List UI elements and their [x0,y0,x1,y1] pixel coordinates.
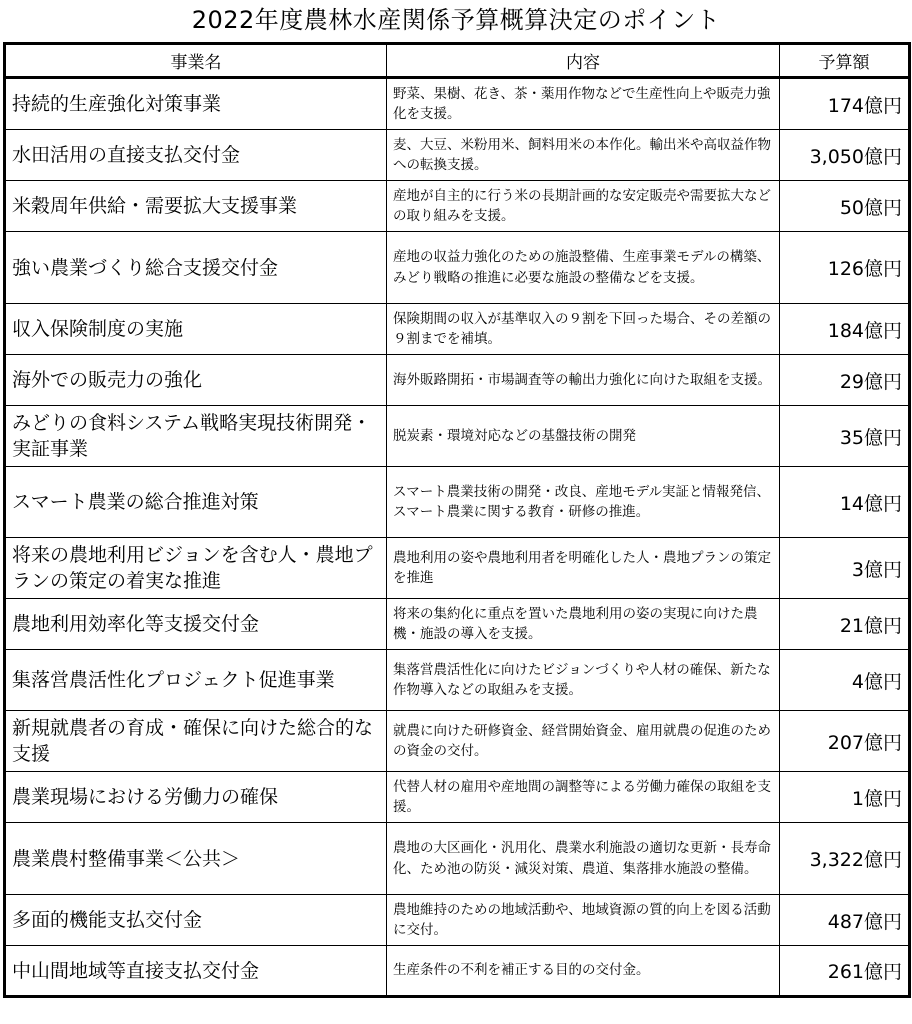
row-amount: 487億円 [780,895,910,946]
row-amount: 4億円 [780,650,910,711]
header-content: 内容 [387,44,780,78]
row-name: 中山間地域等直接支払交付金 [5,946,387,997]
row-name: 多面的機能支払交付金 [5,895,387,946]
row-amount: 3,322億円 [780,823,910,895]
row-name: スマート農業の総合推進対策 [5,467,387,538]
table-row [5,406,910,467]
row-content: 農地維持のための地域活動や、地域資源の質的向上を図る活動に交付。 [387,895,780,946]
row-name: みどりの食料システム戦略実現技術開発・実証事業 [5,406,387,467]
row-amount: 174億円 [780,78,910,130]
row-name: 農業農村整備事業＜公共＞ [5,823,387,895]
row-amount: 207億円 [780,711,910,772]
table-row [5,895,910,946]
table-row [5,467,910,538]
row-name: 米穀周年供給・需要拡大支援事業 [5,181,387,232]
row-name: 収入保険制度の実施 [5,304,387,355]
row-content: 産地が自主的に行う米の長期計画的な安定販売や需要拡大などの取り組みを支援。 [387,181,780,232]
row-name: 新規就農者の育成・確保に向けた総合的な支援 [5,711,387,772]
row-content: 集落営農活性化に向けたビジョンづくりや人材の確保、新たな作物導入などの取組みを支援。 [387,650,780,711]
row-amount: 21億円 [780,599,910,650]
row-content: 農地利用の姿や農地利用者を明確化した人・農地プランの策定を推進 [387,538,780,599]
row-name: 強い農業づくり総合支援交付金 [5,232,387,304]
row-content: 農地の大区画化・汎用化、農業水利施設の適切な更新・長寿命化、ため池の防災・減災対策、農道、集落排水施設の整備。 [387,823,780,895]
row-amount: 35億円 [780,406,910,467]
budget-table [3,42,911,998]
row-amount: 3億円 [780,538,910,599]
row-name: 将来の農地利用ビジョンを含む人・農地プランの策定の着実な推進 [5,538,387,599]
header-amount: 予算額 [780,44,910,78]
row-content: 麦、大豆、米粉用米、飼料用米の本作化。輸出米や高収益作物への転換支援。 [387,130,780,181]
table-row [5,181,910,232]
row-content: 保険期間の収入が基準収入の９割を下回った場合、その差額の９割までを補填。 [387,304,780,355]
table-row [5,650,910,711]
table-header-row [5,44,910,78]
header-name: 事業名 [5,44,387,78]
row-name: 持続的生産強化対策事業 [5,78,387,130]
row-amount: 261億円 [780,946,910,997]
row-content: 生産条件の不利を補正する目的の交付金。 [387,946,780,997]
row-content: 将来の集約化に重点を置いた農地利用の姿の実現に向けた農機・施設の導入を支援。 [387,599,780,650]
table-row [5,599,910,650]
row-amount: 50億円 [780,181,910,232]
row-name: 海外での販売力の強化 [5,355,387,406]
row-amount: 126億円 [780,232,910,304]
page-title: 2022年度農林水産関係予算概算決定のポイント [191,6,721,34]
table-row [5,772,910,823]
row-content: 就農に向けた研修資金、経営開始資金、雇用就農の促進のための資金の交付。 [387,711,780,772]
row-name: 水田活用の直接支払交付金 [5,130,387,181]
row-content: 野菜、果樹、花き、茶・薬用作物などで生産性向上や販売力強化を支援。 [387,78,780,130]
row-amount: 184億円 [780,304,910,355]
row-content: 代替人材の雇用や産地間の調整等による労働力確保の取組を支援。 [387,772,780,823]
row-name: 集落営農活性化プロジェクト促進事業 [5,650,387,711]
table-row [5,232,910,304]
row-content: 脱炭素・環境対応などの基盤技術の開発 [387,406,780,467]
table-row [5,304,910,355]
row-name: 農業現場における労働力の確保 [5,772,387,823]
table-row [5,130,910,181]
table-row [5,946,910,997]
table-row [5,823,910,895]
row-content: スマート農業技術の開発・改良、産地モデル実証と情報発信、スマート農業に関する教育・研修の推進。 [387,467,780,538]
row-content: 産地の収益力強化のための施設整備、生産事業モデルの構築、みどり戦略の推進に必要な施設の整備などを支援。 [387,232,780,304]
table-body [5,78,910,997]
table-row [5,711,910,772]
row-amount: 1億円 [780,772,910,823]
row-amount: 14億円 [780,467,910,538]
row-amount: 29億円 [780,355,910,406]
table-row [5,78,910,130]
table-row [5,355,910,406]
row-amount: 3,050億円 [780,130,910,181]
row-content: 海外販路開拓・市場調査等の輸出力強化に向けた取組を支援。 [387,355,780,406]
table-row [5,538,910,599]
row-name: 農地利用効率化等支援交付金 [5,599,387,650]
